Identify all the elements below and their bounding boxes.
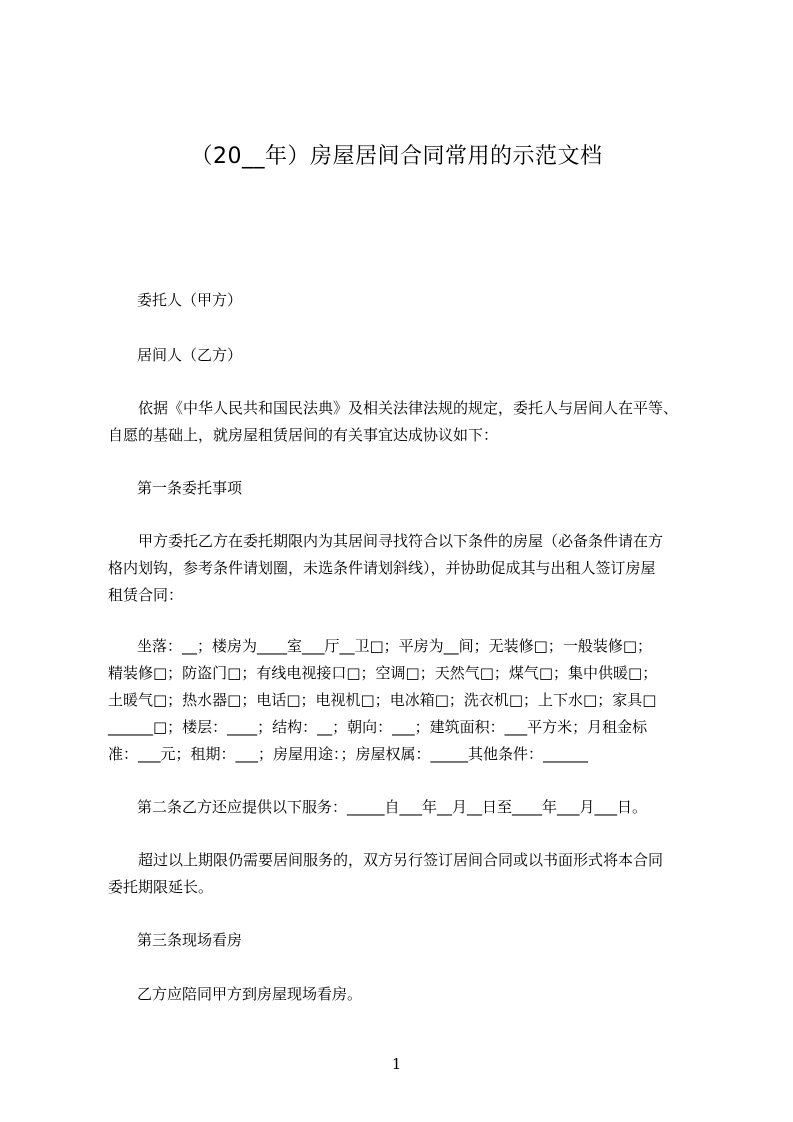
conditions-line-1: 坐落：__；楼房为____室___厅__卫□；平房为__间；无装修□；一般装修□； <box>137 637 653 655</box>
clause-intermediary: 居间人（乙方） <box>137 346 243 364</box>
conditions-line-5: 准：___元；租期：___；房屋用途：；房屋权属：_____其他条件：______ <box>108 745 589 763</box>
document-title: （20__年）房屋居间合同常用的示范文档 <box>190 144 603 169</box>
clause-principal: 委托人（甲方） <box>137 291 243 309</box>
page-number: 1 <box>391 1055 402 1073</box>
conditions-line-2: 精装修□；防盗门□；有线电视接口□；空调□；天然气□；煤气□；集中供暖□； <box>108 664 658 682</box>
article-1-text-line-3: 租赁合同： <box>108 586 184 604</box>
preamble-line-1: 依据《中华人民共和国民法典》及相关法律法规的规定，委托人与居间人在平等、 <box>138 399 679 417</box>
conditions-line-4: ______□；楼层：____；结构：__；朝向：___；建筑面积：___平方米；月租金标 <box>108 718 648 736</box>
preamble-line-2: 自愿的基础上，就房屋租赁居间的有关事宜达成协议如下： <box>108 426 499 444</box>
article-2-heading: 第二条乙方还应提供以下服务：_____自___年__月__日至____年___月___日。 <box>137 798 648 816</box>
extension-line-1: 超过以上期限仍需要居间服务的，双方另行签订居间合同或以书面形式将本合同 <box>138 851 664 869</box>
article-3-heading: 第三条现场看房 <box>137 931 243 949</box>
article-3-text: 乙方应陪同甲方到房屋现场看房。 <box>137 985 363 1003</box>
article-1-text-line-2: 格内划钩，参考条件请划圈，未选条件请划斜线），并协助促成其与出租人签订房屋 <box>108 559 656 577</box>
extension-line-2: 委托期限延长。 <box>108 878 214 896</box>
conditions-line-3: 土暖气□；热水器□；电话□；电视机□；电冰箱□；洗衣机□；上下水□；家具□ <box>108 691 657 709</box>
article-1-text-line-1: 甲方委托乙方在委托期限内为其居间寻找符合以下条件的房屋（必备条件请在方 <box>138 532 664 550</box>
article-1-heading: 第一条委托事项 <box>137 479 243 497</box>
